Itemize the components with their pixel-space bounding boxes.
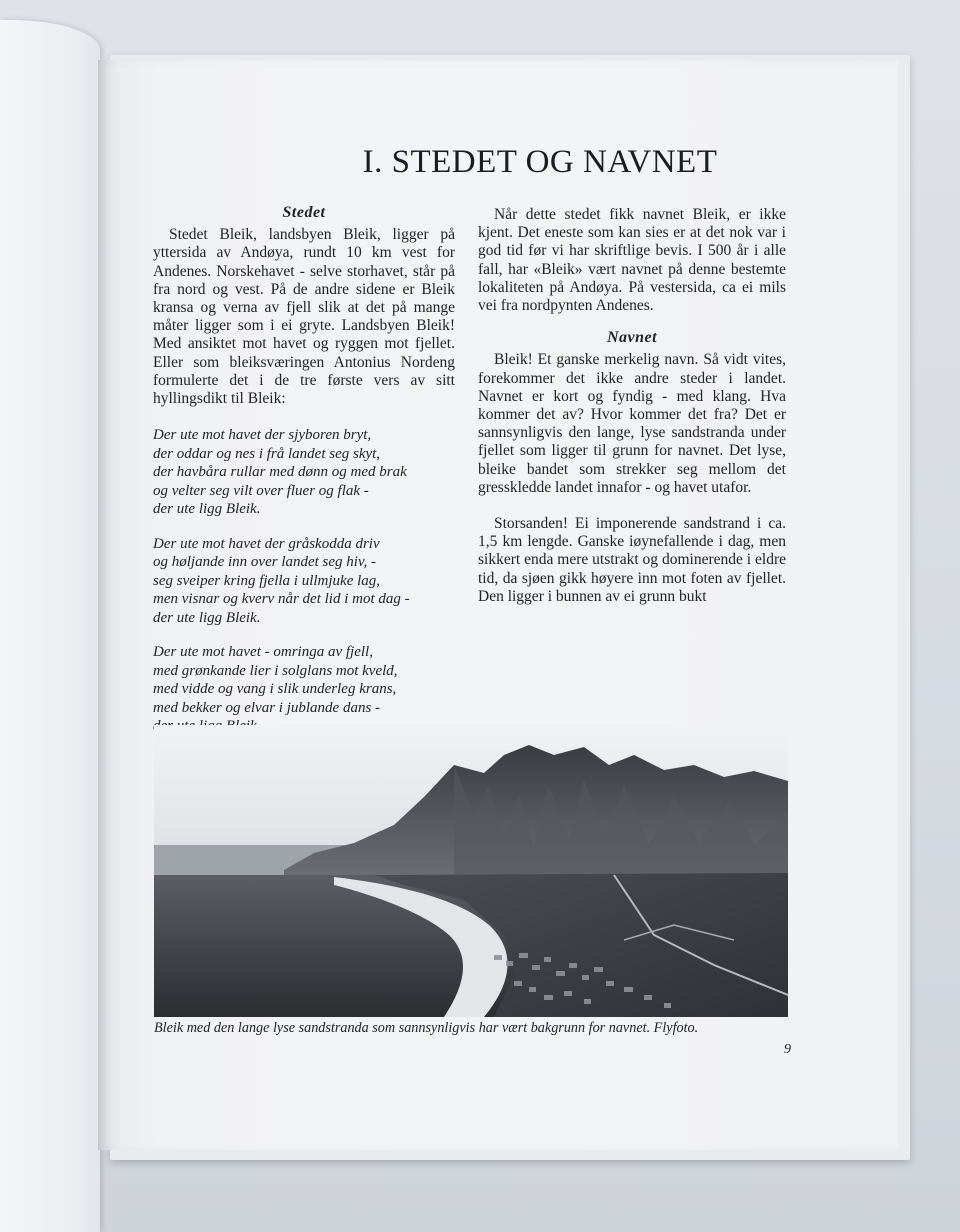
poem-line: seg sveiper kring fjella i ullmjuke lag, bbox=[153, 572, 381, 589]
section-title-navnet: Navnet bbox=[606, 329, 658, 347]
chapter-title: I. STEDET OG NAVNET bbox=[362, 144, 718, 180]
poem-stanza-2 bbox=[153, 535, 455, 628]
poem-stanza-3 bbox=[153, 643, 455, 736]
poem-line: med bekker og elvar i jublande dans - bbox=[153, 699, 381, 716]
poem-line: der ute ligg Bleik. bbox=[153, 609, 261, 626]
book-page bbox=[98, 60, 898, 1150]
poem-line: Der ute mot havet - omringa av fjell, bbox=[153, 644, 373, 661]
right-column bbox=[478, 206, 786, 606]
page-number: 9 bbox=[784, 1042, 791, 1057]
navnet-paragraph-2: Storsanden! Ei imponerende sandstrand i ca. 1,5 km lengde. Ganske iøynefallende i dag, men sikkert enda mere utstrakt og dominerende i eldre tid, da sjøen gikk høyere inn mot foten av fjellet. Den ligger i bunnen av ei grunn bukt bbox=[478, 515, 786, 605]
poem-line: Der ute mot havet der sjyboren bryt, bbox=[153, 427, 372, 444]
photo-caption: Bleik med den lange lyse sandstranda som sannsynligvis har vært bakgrunn for navnet. Flyfoto. bbox=[154, 1020, 699, 1036]
poem-line: med vidde og vang i slik underleg krans, bbox=[153, 681, 397, 698]
poem-line: og velter seg vilt over fluer og flak - bbox=[153, 482, 369, 499]
poem-line: der oddar og nes i frå landet seg skyt, bbox=[153, 445, 381, 462]
stedet-paragraph: Stedet Bleik, landsbyen Bleik, ligger på yttersida av Andøya, rundt 10 km vest for Andenes. Norskehavet - selve storhavet, står på fra nord og vest. På de andre sidene er Bleik kransa og verna av fjell slik at det på mange måter ligger som i ei gryte. Landsbyen Bleik! Med ansiktet mot havet og ryggen mot fjellet. Eller som bleiksværingen Antonius Nordeng formulerte det i de tre første vers av sitt hyllingsdikt til Bleik: bbox=[153, 226, 455, 408]
poem-line: og høljande inn over landet seg hiv, - bbox=[153, 554, 377, 571]
intro-paragraph: Når dette stedet fikk navnet Bleik, er ikke kjent. Det eneste som kan sies er at det nok var i god tid før vi har skriftlige bevis. I 500 år i alle fall, har «Bleik» vært navnet på denne bestemte lokaliteten på Andøya. På vestersida, ca ei mils vei fra nordpynten Andenes. bbox=[478, 206, 786, 315]
left-page-edge bbox=[0, 20, 100, 1232]
poem-line: men visnar og kverv når det lid i mot dag - bbox=[153, 591, 410, 608]
poem-line: Der ute mot havet der gråskodda driv bbox=[153, 535, 380, 552]
left-column bbox=[153, 204, 455, 752]
poem-stanza-1 bbox=[153, 426, 455, 519]
poem-line: med grønkande lier i solglans mot kveld, bbox=[153, 662, 398, 679]
poem-line: der ute ligg Bleik. bbox=[153, 501, 261, 518]
navnet-paragraph-1: Bleik! Et ganske merkelig navn. Så vidt vites, forekommer det ikke andre steder i landet. Navnet er kort og fyndig - med klang. Hva kommer det av? Hvor kommer det fra? Det er sannsynligvis den lange, lyse sandstranda under fjellet som ligger til grunn for navnet. Det lyse, bleike bandet som strekker seg mellom det gresskledde landet innafor - og havet utafor. bbox=[478, 351, 786, 496]
aerial-photo bbox=[154, 725, 788, 1017]
poem-line: der havbåra rullar med dønn og med brak bbox=[153, 464, 407, 481]
section-title-stedet: Stedet bbox=[282, 204, 326, 221]
aerial-photo-illustration bbox=[154, 725, 788, 1017]
